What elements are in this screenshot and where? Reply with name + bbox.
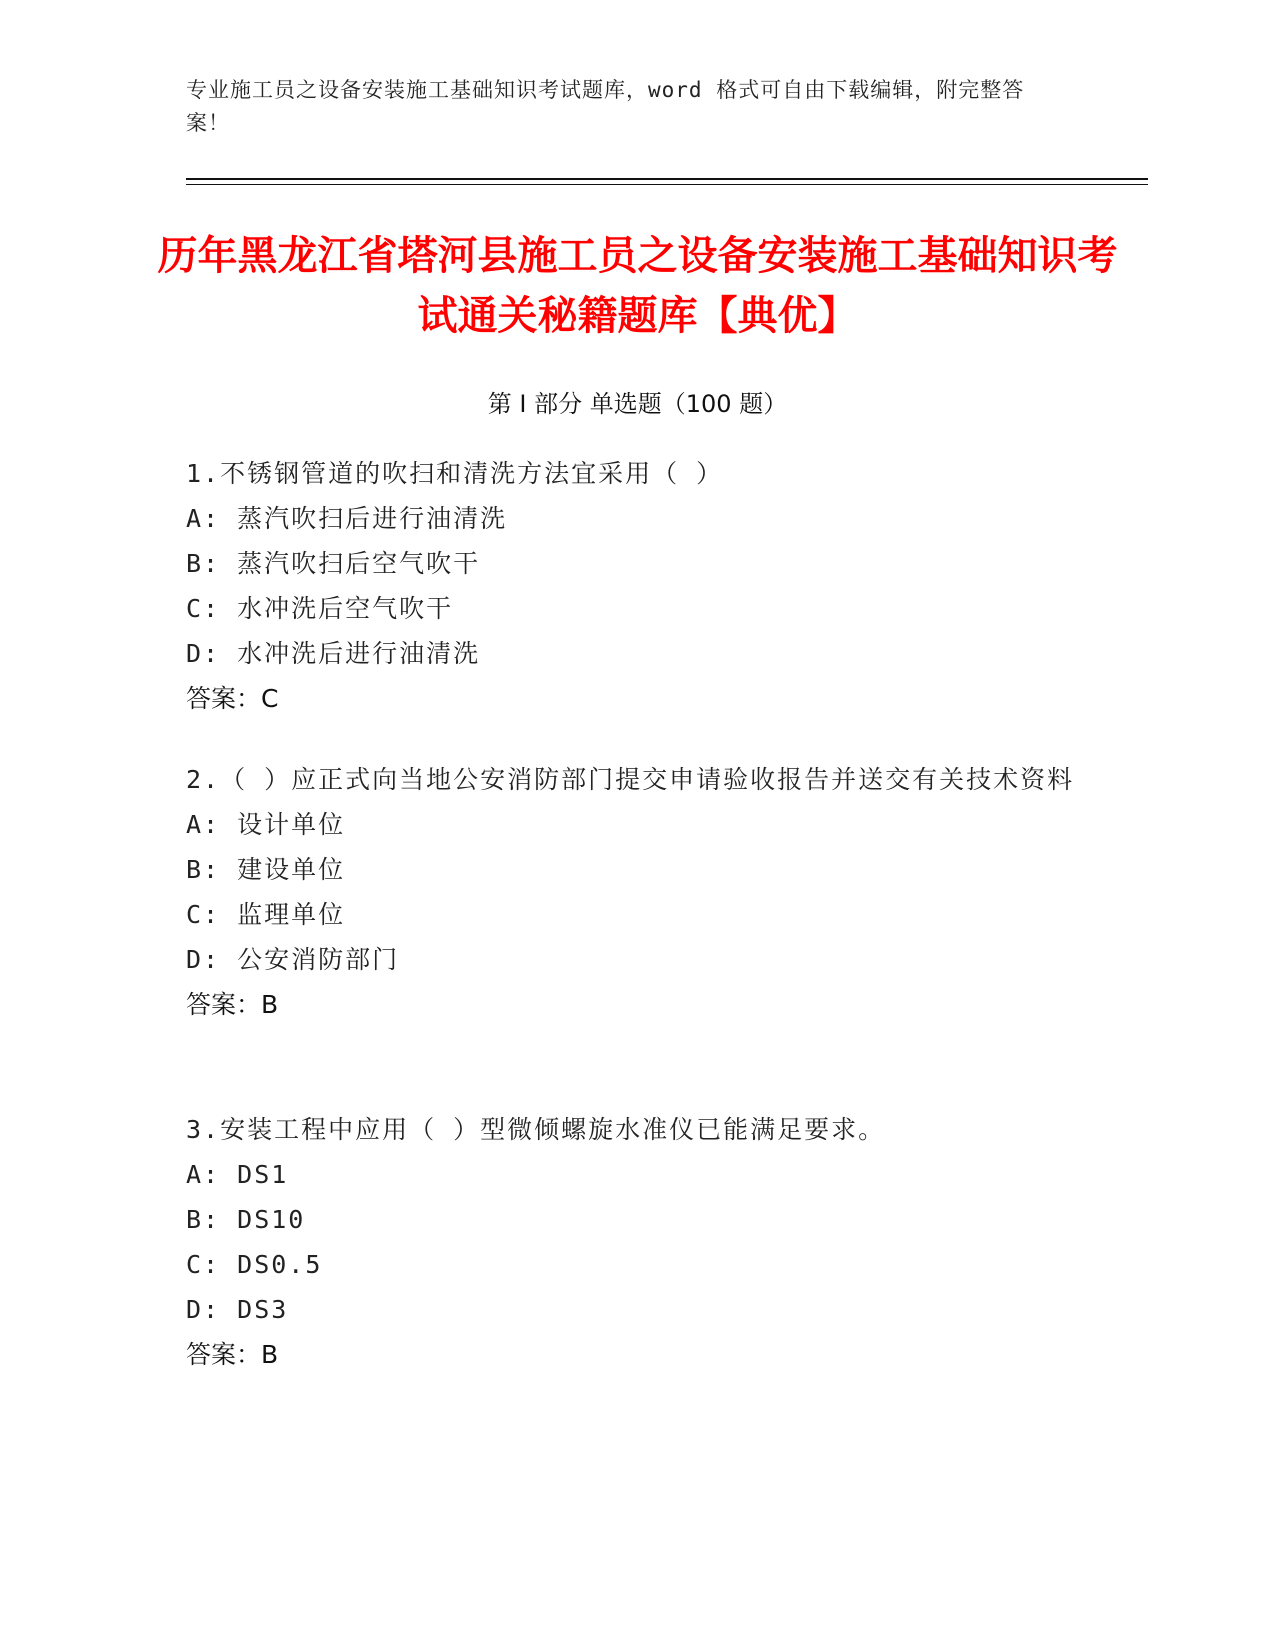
header-note: 专业施工员之设备安装施工基础知识考试题库，word 格式可自由下载编辑，附完整答案！ (186, 78, 1025, 135)
option-c: C: 水冲洗后空气吹干 (186, 594, 454, 623)
answer: 答案：C (186, 684, 279, 713)
question-1 (186, 452, 1086, 722)
question-stem: 1.不锈钢管道的吹扫和清洗方法宜采用（ ） (186, 459, 724, 488)
question-stem: 2.（ ）应正式向当地公安消防部门提交申请验收报告并送交有关技术资料 (186, 765, 1075, 794)
header-rule-thin (186, 184, 1148, 185)
question-3 (186, 1108, 1086, 1378)
option-a: A: 设计单位 (186, 810, 346, 839)
question-2 (186, 758, 1086, 1028)
option-b: B: DS10 (186, 1205, 306, 1234)
answer: 答案：B (186, 1340, 279, 1369)
option-b: B: 建设单位 (186, 855, 346, 884)
option-a: A: 蒸汽吹扫后进行油清洗 (186, 504, 508, 533)
section-heading: 第 I 部分 单选题（100 题） (487, 390, 788, 418)
option-d: D: 水冲洗后进行油清洗 (186, 639, 481, 668)
answer: 答案：B (186, 990, 279, 1019)
option-d: D: 公安消防部门 (186, 945, 400, 974)
option-b: B: 蒸汽吹扫后空气吹干 (186, 549, 481, 578)
option-c: C: 监理单位 (186, 900, 346, 929)
option-a: A: DS1 (186, 1160, 289, 1189)
question-stem: 3.安装工程中应用（ ）型微倾螺旋水准仪已能满足要求。 (186, 1115, 886, 1144)
option-d: D: DS3 (186, 1295, 289, 1324)
option-c: C: DS0.5 (186, 1250, 323, 1279)
document-title: 历年黑龙江省塔河县施工员之设备安装施工基础知识考试通关秘籍题库【典优】 (157, 233, 1118, 339)
header-rule-thick (186, 178, 1148, 180)
